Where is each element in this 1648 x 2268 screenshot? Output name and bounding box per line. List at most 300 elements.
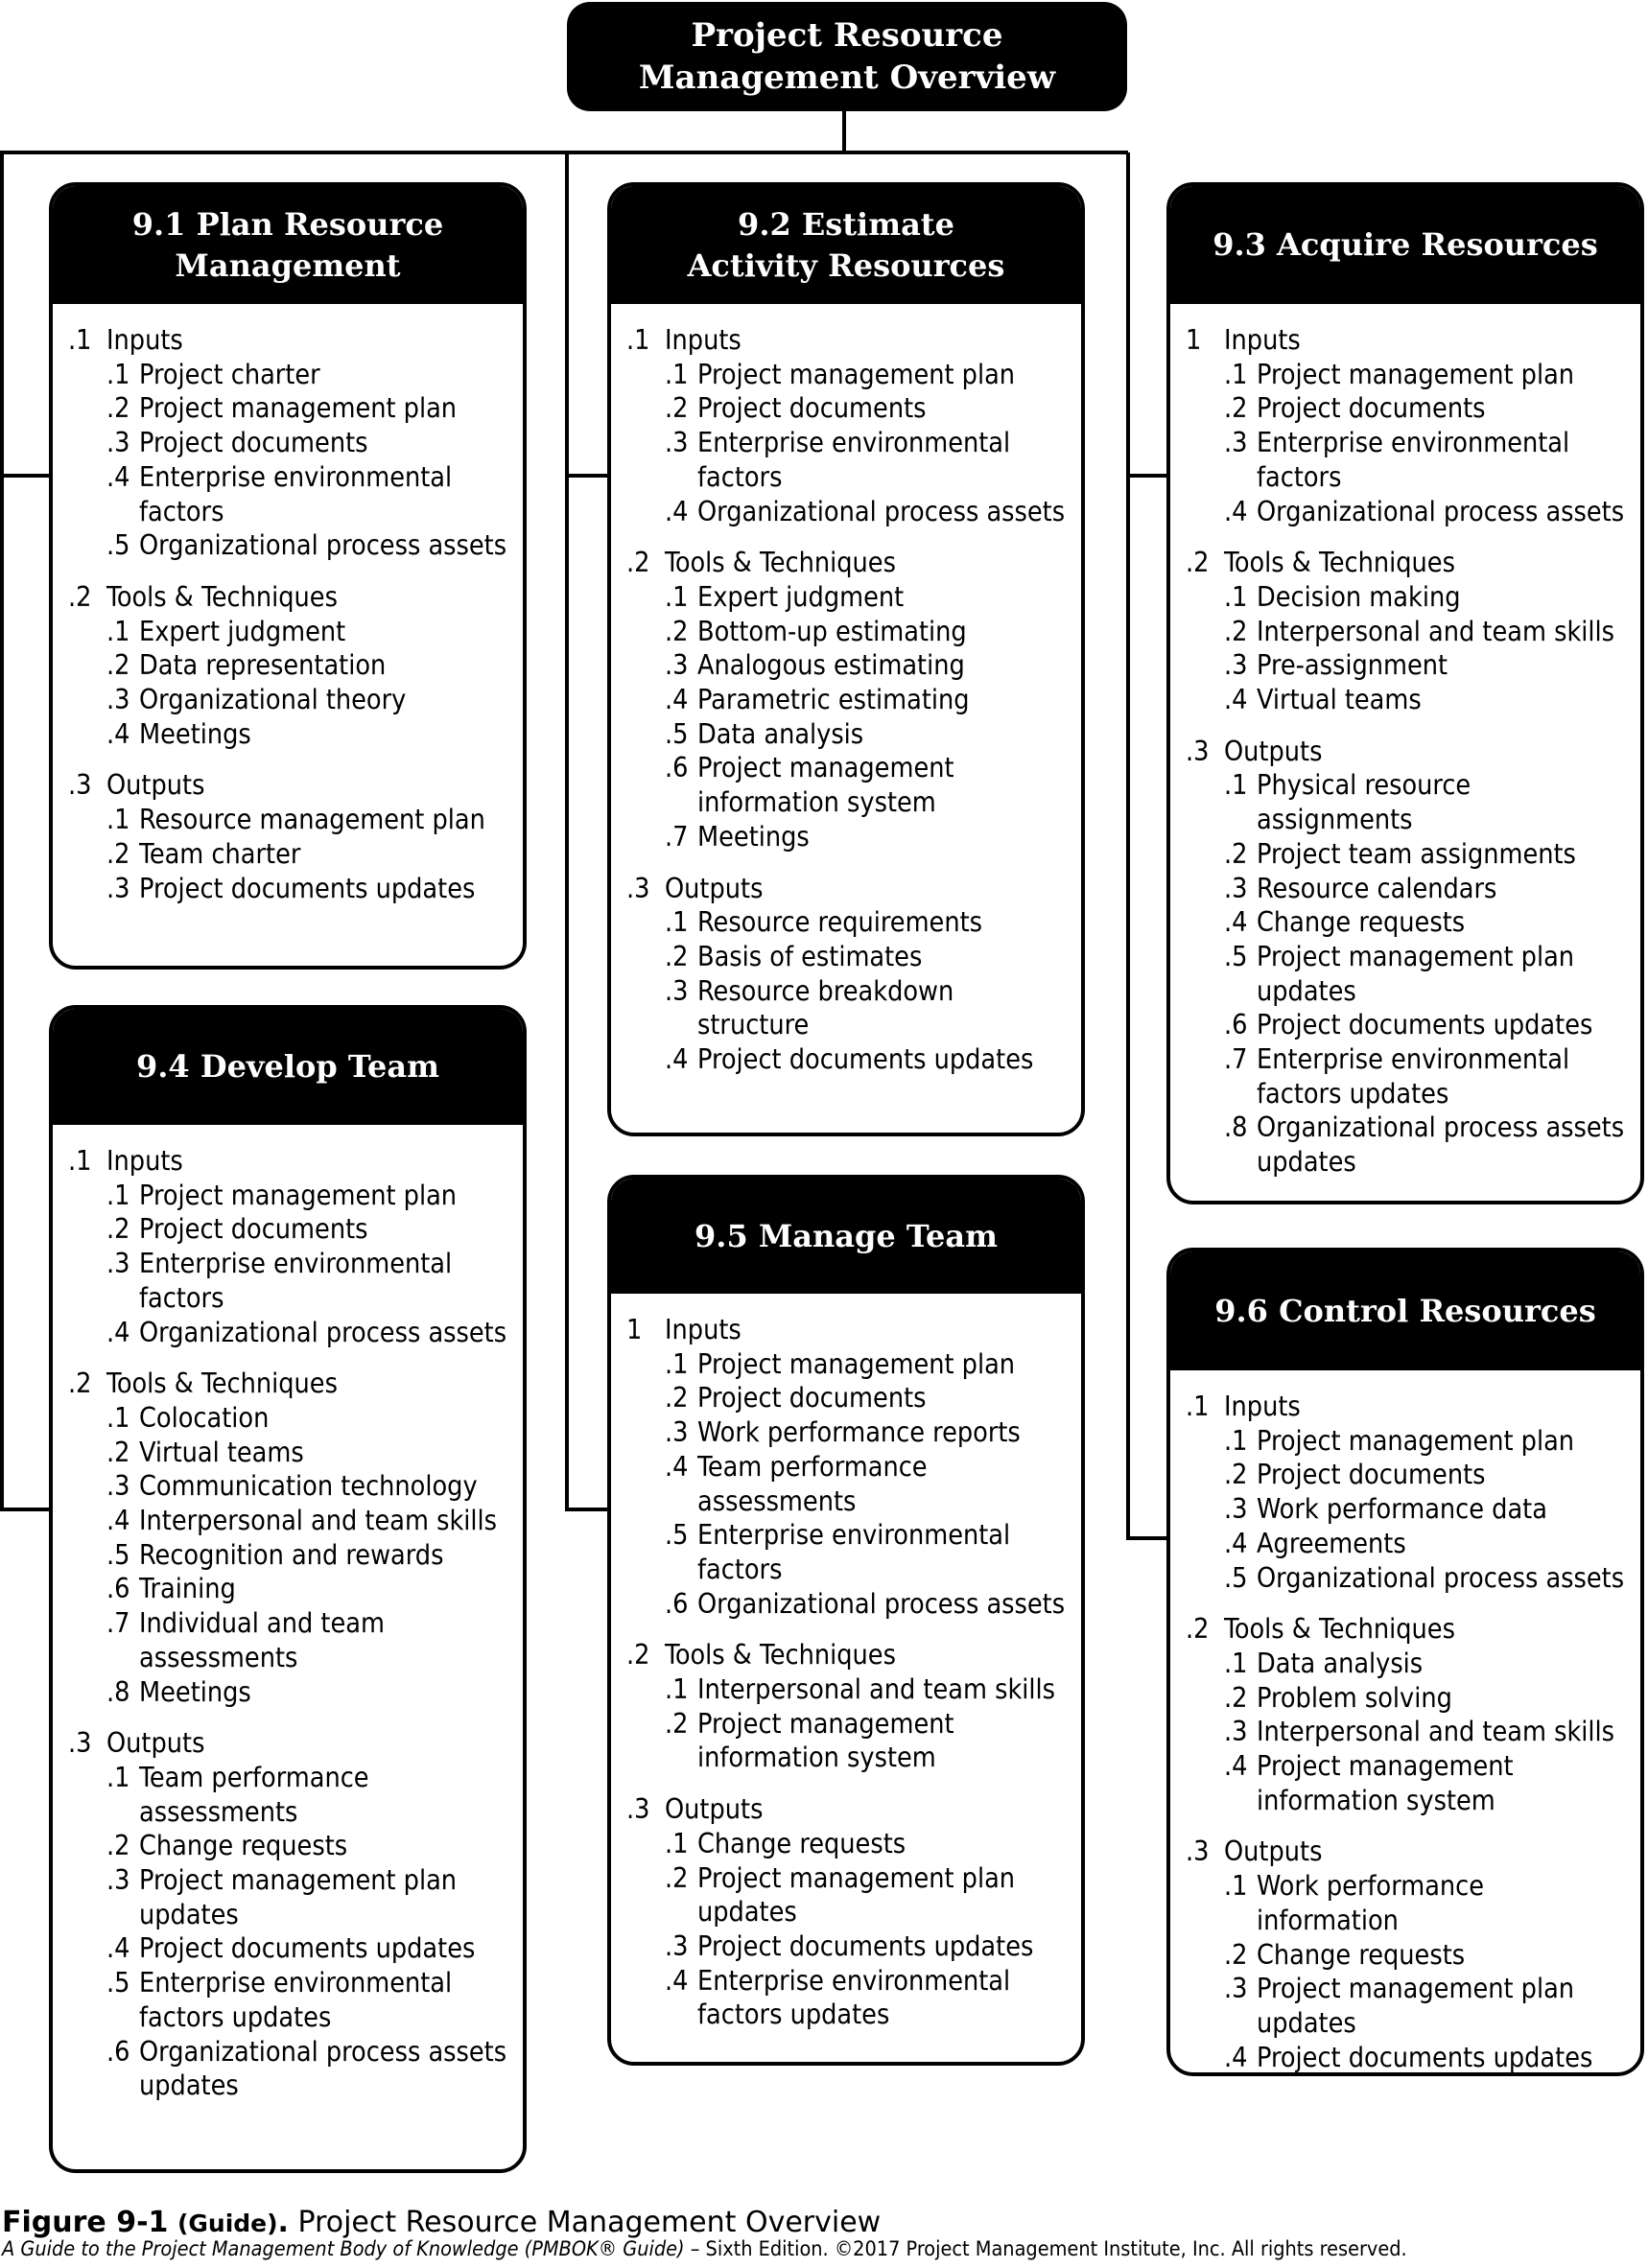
list-item [1186, 1938, 1629, 1973]
item-text: Project documents [139, 427, 368, 459]
process-box-9-1 [49, 182, 527, 970]
list-item [626, 1381, 1070, 1415]
item-text: Organizational process assets [697, 1587, 1066, 1620]
item-text: Enterprise environmental factors updates [1257, 1043, 1570, 1110]
item-text: Expert judgment [139, 615, 346, 647]
item-text: Virtual teams [1257, 684, 1422, 716]
item-text: Change requests [1257, 1938, 1466, 1971]
section-number: .3 [1186, 735, 1210, 767]
process-section [1186, 1835, 1629, 2074]
section-heading [1186, 1612, 1629, 1647]
list-item [626, 974, 1070, 1042]
process-body [1170, 304, 1640, 1180]
section-number: 1 [1186, 324, 1202, 356]
list-item [68, 1316, 511, 1350]
section-number: .3 [68, 769, 92, 802]
process-section [626, 323, 1070, 528]
item-text: Project documents [139, 1213, 368, 1246]
item-text: Project documents updates [1257, 2041, 1593, 2073]
process-section [68, 1367, 511, 1709]
item-number: .6 [665, 1587, 689, 1620]
item-text: Project management information system [1257, 1750, 1514, 1816]
item-number: .1 [1224, 580, 1248, 613]
item-text: Parametric estimating [697, 684, 970, 716]
item-text: Change requests [139, 1830, 348, 1862]
item-text: Organizational process assets updates [139, 2035, 507, 2102]
item-text: Project management information system [697, 752, 954, 819]
figure-caption-text: Project Resource Management Overview [297, 2206, 882, 2239]
process-title-line: Activity Resources [687, 246, 1005, 284]
process-title [1170, 1251, 1640, 1370]
process-box-9-3 [1166, 182, 1644, 1204]
item-number: .1 [1224, 1647, 1248, 1679]
list-item [1186, 837, 1629, 872]
section-label: Outputs [665, 1793, 764, 1826]
item-number: .4 [1224, 906, 1248, 939]
section-heading [1186, 1835, 1629, 1869]
item-number: .8 [106, 1675, 130, 1708]
figure-caption [2, 2206, 881, 2239]
item-text: Organizational process assets [139, 529, 507, 562]
item-text: Organizational process assets updates [1257, 1111, 1625, 1179]
list-item [68, 1572, 511, 1606]
list-item [626, 717, 1070, 752]
item-number: .3 [106, 684, 130, 716]
list-item [68, 2035, 511, 2103]
list-item [626, 1450, 1070, 1518]
diagram-title-line-2: Management Overview [638, 58, 1056, 97]
item-text: Team charter [139, 837, 301, 870]
item-number: .6 [106, 2035, 130, 2068]
item-text: Training [139, 1573, 236, 1605]
item-number: .5 [665, 1519, 689, 1552]
list-item [68, 648, 511, 683]
item-number: .1 [665, 906, 689, 939]
diagram-title-line-1: Project Resource [691, 16, 1003, 55]
list-item [626, 905, 1070, 940]
list-item [68, 683, 511, 717]
list-item [626, 495, 1070, 529]
item-number: .2 [106, 392, 130, 425]
section-number: .1 [68, 324, 92, 356]
item-number: .4 [665, 1043, 689, 1076]
item-number: .1 [1224, 1870, 1248, 1903]
process-body [611, 304, 1081, 1077]
process-section [68, 768, 511, 905]
item-number: .4 [1224, 495, 1248, 527]
item-text: Resource management plan [139, 804, 485, 836]
item-number: .4 [665, 495, 689, 527]
section-label: Inputs [1224, 324, 1301, 356]
item-number: .3 [1224, 1493, 1248, 1526]
list-item [1186, 1008, 1629, 1042]
section-heading [1186, 735, 1629, 769]
section-label: Tools & Techniques [665, 547, 896, 579]
item-number: .8 [1224, 1111, 1248, 1144]
list-item [626, 580, 1070, 615]
list-item [626, 820, 1070, 854]
item-text: Meetings [139, 717, 251, 750]
process-section [626, 1638, 1070, 1775]
process-section [1186, 735, 1629, 1180]
item-text: Project management plan [1257, 1424, 1575, 1457]
list-item [68, 1829, 511, 1863]
process-body [611, 1294, 1081, 2032]
item-number: .3 [1224, 872, 1248, 904]
process-section [626, 1313, 1070, 1621]
item-text: Work performance reports [697, 1416, 1021, 1449]
section-heading [68, 1367, 511, 1401]
item-number: .4 [106, 460, 130, 493]
item-number: .7 [665, 820, 689, 853]
item-text: Communication technology [139, 1470, 478, 1503]
item-number: .4 [1224, 2041, 1248, 2073]
item-number: .4 [1224, 684, 1248, 716]
section-heading [626, 546, 1070, 580]
item-number: .5 [665, 717, 689, 750]
item-text: Project management plan updates [1257, 1973, 1575, 2039]
section-label: Outputs [1224, 735, 1323, 767]
section-label: Inputs [665, 324, 742, 356]
item-text: Project documents updates [697, 1929, 1034, 1962]
item-number: .1 [665, 1673, 689, 1706]
item-number: .4 [665, 1450, 689, 1483]
section-number: 1 [626, 1314, 643, 1345]
list-item [1186, 1715, 1629, 1749]
section-heading [626, 1313, 1070, 1347]
item-text: Project management information system [697, 1707, 954, 1774]
item-text: Project management plan [139, 1179, 458, 1211]
item-number: .5 [106, 1967, 130, 1999]
section-heading [68, 323, 511, 358]
list-item [626, 1964, 1070, 2032]
section-heading [1186, 1390, 1629, 1424]
list-item [68, 1538, 511, 1573]
item-text: Project charter [139, 358, 320, 390]
section-number: .3 [68, 1727, 92, 1760]
list-item [1186, 1749, 1629, 1817]
item-number: .4 [665, 684, 689, 716]
item-text: Organizational theory [139, 684, 407, 716]
section-label: Tools & Techniques [1224, 547, 1455, 579]
item-number: .3 [106, 1470, 130, 1503]
item-number: .5 [1224, 1561, 1248, 1594]
process-title-line: Management [175, 246, 401, 284]
item-text: Interpersonal and team skills [139, 1505, 498, 1537]
list-item [68, 615, 511, 649]
section-heading [68, 1726, 511, 1761]
list-item [626, 1827, 1070, 1861]
list-item [1186, 872, 1629, 906]
section-number: .1 [626, 324, 650, 356]
item-text: Expert judgment [697, 580, 905, 613]
footer-book-title: A Guide to the Project Management Body of Knowledge (PMBOK® Guide) [2, 2237, 685, 2261]
item-text: Enterprise environmental factors [697, 427, 1011, 493]
item-number: .6 [665, 752, 689, 784]
list-item [1186, 940, 1629, 1008]
section-label: Outputs [1224, 1835, 1323, 1868]
footer-rights: – Sixth Edition. ©2017 Project Management Institute, Inc. All rights reserved. [684, 2237, 1407, 2261]
item-text: Enterprise environmental factors updates [139, 1967, 453, 2033]
caption-separator: . [277, 2206, 289, 2239]
item-number: .3 [1224, 1716, 1248, 1748]
list-item [1186, 1681, 1629, 1716]
item-number: .3 [106, 427, 130, 459]
list-item [626, 358, 1070, 392]
item-number: .2 [1224, 837, 1248, 870]
item-number: .2 [106, 1213, 130, 1246]
item-text: Resource breakdown structure [697, 974, 954, 1041]
section-heading [1186, 323, 1629, 358]
process-section [1186, 546, 1629, 717]
list-item [626, 683, 1070, 717]
list-item [68, 1247, 511, 1315]
list-item [1186, 495, 1629, 529]
item-text: Project management plan updates [1257, 940, 1575, 1007]
item-text: Bottom-up estimating [697, 615, 967, 647]
section-heading [626, 872, 1070, 906]
list-item [68, 803, 511, 837]
process-title-line: 9.1 Plan Resource [131, 205, 444, 243]
item-number: .1 [106, 615, 130, 647]
item-text: Project management plan [697, 358, 1016, 390]
item-number: .5 [106, 529, 130, 562]
process-section [68, 1726, 511, 2103]
section-number: .2 [68, 1368, 92, 1400]
list-item [1186, 1424, 1629, 1459]
item-text: Enterprise environmental factors updates [697, 1964, 1011, 2031]
diagram-title [567, 2, 1127, 111]
section-number: .2 [626, 547, 650, 579]
item-text: Resource requirements [697, 906, 982, 939]
list-item [1186, 1042, 1629, 1111]
process-section [626, 546, 1070, 853]
process-title [1170, 186, 1640, 304]
list-item [1186, 1492, 1629, 1527]
section-label: Inputs [106, 324, 183, 356]
item-text: Agreements [1257, 1527, 1406, 1559]
figure-number: Figure 9-1 [2, 2206, 169, 2239]
item-text: Project documents updates [139, 872, 476, 904]
item-number: .1 [1224, 358, 1248, 390]
item-number: .1 [106, 1761, 130, 1793]
connector-column-1 [2, 152, 53, 1509]
list-item [626, 751, 1070, 819]
item-number: .2 [1224, 1459, 1248, 1491]
list-item [626, 1347, 1070, 1382]
item-text: Meetings [697, 820, 810, 853]
item-text: Enterprise environmental factors [139, 460, 453, 527]
list-item [1186, 426, 1629, 494]
item-text: Team performance assessments [697, 1450, 928, 1517]
item-text: Project documents updates [139, 1932, 476, 1965]
section-heading [68, 580, 511, 615]
item-text: Resource calendars [1257, 872, 1497, 904]
list-item [626, 1415, 1070, 1450]
process-title [611, 186, 1081, 304]
item-number: .3 [665, 1929, 689, 1962]
section-number: .3 [626, 1793, 650, 1826]
item-number: .4 [106, 1316, 130, 1348]
item-text: Recognition and rewards [139, 1538, 444, 1571]
process-section [68, 323, 511, 563]
process-section [626, 872, 1070, 1077]
connector-column-3 [1128, 152, 1170, 1538]
section-heading [68, 1144, 511, 1179]
item-text: Organizational process assets [1257, 1561, 1625, 1594]
list-item [626, 391, 1070, 426]
section-heading [68, 768, 511, 803]
item-number: .4 [665, 1964, 689, 1997]
item-number: .4 [1224, 1750, 1248, 1783]
section-label: Outputs [106, 769, 205, 802]
list-item [626, 1707, 1070, 1775]
process-title-line: 9.4 Develop Team [136, 1048, 439, 1085]
item-number: .7 [1224, 1043, 1248, 1076]
item-number: .2 [106, 1830, 130, 1862]
item-number: .6 [106, 1573, 130, 1605]
list-item [1186, 1561, 1629, 1596]
process-section [68, 580, 511, 752]
item-text: Team performance assessments [139, 1761, 369, 1828]
item-number: .5 [106, 1538, 130, 1571]
list-item [68, 1436, 511, 1470]
item-number: .3 [665, 649, 689, 682]
process-box-9-6 [1166, 1248, 1644, 2076]
process-body [53, 304, 523, 905]
item-text: Project management plan [1257, 358, 1575, 390]
item-text: Project team assignments [1257, 837, 1576, 870]
list-item [626, 615, 1070, 649]
item-text: Enterprise environmental factors [1257, 427, 1570, 493]
process-title-line: 9.3 Acquire Resources [1212, 226, 1598, 263]
process-title [53, 1009, 523, 1125]
list-item [626, 1042, 1070, 1077]
item-number: .2 [665, 1382, 689, 1415]
list-item [68, 1179, 511, 1213]
section-number: .3 [1186, 1835, 1210, 1868]
item-text: Basis of estimates [697, 940, 923, 972]
item-text: Analogous estimating [697, 649, 965, 682]
list-item [68, 1606, 511, 1674]
list-item [68, 717, 511, 752]
item-text: Pre-assignment [1257, 649, 1448, 682]
list-item [1186, 615, 1629, 649]
item-text: Project documents [697, 1382, 927, 1415]
item-text: Virtual teams [139, 1436, 304, 1468]
item-text: Project documents [697, 392, 927, 425]
list-item [68, 1212, 511, 1247]
item-number: .2 [1224, 1938, 1248, 1971]
section-heading [626, 1792, 1070, 1827]
item-text: Organizational process assets [1257, 495, 1625, 527]
item-number: .2 [106, 1436, 130, 1468]
item-number: .3 [1224, 1973, 1248, 2005]
section-number: .1 [1186, 1391, 1210, 1422]
list-item [1186, 1647, 1629, 1681]
item-text: Meetings [139, 1675, 251, 1708]
item-number: .2 [1224, 392, 1248, 425]
section-label: Outputs [665, 872, 764, 904]
item-number: .3 [665, 1416, 689, 1449]
item-text: Decision making [1257, 580, 1461, 613]
item-text: Problem solving [1257, 1681, 1452, 1714]
item-text: Project management plan [139, 392, 458, 425]
item-text: Colocation [139, 1401, 270, 1434]
item-text: Project management plan updates [697, 1861, 1016, 1929]
section-label: Tools & Techniques [665, 1639, 896, 1672]
process-title-line: 9.6 Control Resources [1214, 1292, 1596, 1329]
process-box-9-4 [49, 1005, 527, 2173]
process-box-9-2 [607, 182, 1085, 1136]
list-item [626, 1861, 1070, 1929]
item-number: .1 [665, 1827, 689, 1859]
item-number: .4 [106, 717, 130, 750]
section-number: .1 [68, 1145, 92, 1177]
item-number: .1 [106, 1179, 130, 1211]
item-number: .3 [106, 1864, 130, 1897]
process-title-line: 9.5 Manage Team [695, 1217, 998, 1254]
process-section [1186, 323, 1629, 528]
list-item [1186, 768, 1629, 836]
item-number: .2 [1224, 615, 1248, 647]
section-label: Inputs [1224, 1391, 1301, 1422]
section-number: .3 [626, 872, 650, 904]
item-number: .1 [665, 358, 689, 390]
item-number: .7 [106, 1607, 130, 1640]
item-text: Organizational process assets [139, 1316, 507, 1348]
list-item [68, 391, 511, 426]
item-text: Project documents updates [1257, 1009, 1593, 1041]
list-item [68, 1469, 511, 1504]
section-number: .2 [626, 1639, 650, 1672]
item-number: .2 [106, 649, 130, 682]
item-text: Individual and team assessments [139, 1607, 385, 1673]
section-label: Tools & Techniques [1224, 1613, 1455, 1646]
item-number: .1 [106, 358, 130, 390]
list-item [626, 940, 1070, 974]
list-item [1186, 1869, 1629, 1937]
list-item [1186, 905, 1629, 940]
list-item [68, 528, 511, 563]
item-text: Data analysis [697, 717, 864, 750]
item-number: .6 [1224, 1009, 1248, 1041]
list-item [68, 872, 511, 906]
section-heading [626, 1638, 1070, 1672]
figure-guide-tag: (Guide) [177, 2210, 278, 2237]
item-number: .3 [665, 427, 689, 459]
list-item [68, 1761, 511, 1829]
section-number: .2 [68, 580, 92, 613]
process-section [626, 1792, 1070, 2032]
item-text: Enterprise environmental factors [139, 1248, 453, 1314]
section-number: .2 [1186, 547, 1210, 579]
list-item [626, 648, 1070, 683]
item-text: Enterprise environmental factors [697, 1519, 1011, 1585]
item-text: Work performance data [1257, 1493, 1547, 1526]
item-text: Project documents [1257, 392, 1486, 425]
process-section [1186, 1390, 1629, 1595]
item-text: Project documents updates [697, 1043, 1034, 1076]
list-item [68, 1504, 511, 1538]
list-item [68, 1966, 511, 2034]
process-title [611, 1179, 1081, 1294]
list-item [626, 426, 1070, 494]
process-section [1186, 1612, 1629, 1817]
section-label: Tools & Techniques [106, 1368, 338, 1400]
item-number: .2 [665, 1707, 689, 1740]
list-item [1186, 391, 1629, 426]
